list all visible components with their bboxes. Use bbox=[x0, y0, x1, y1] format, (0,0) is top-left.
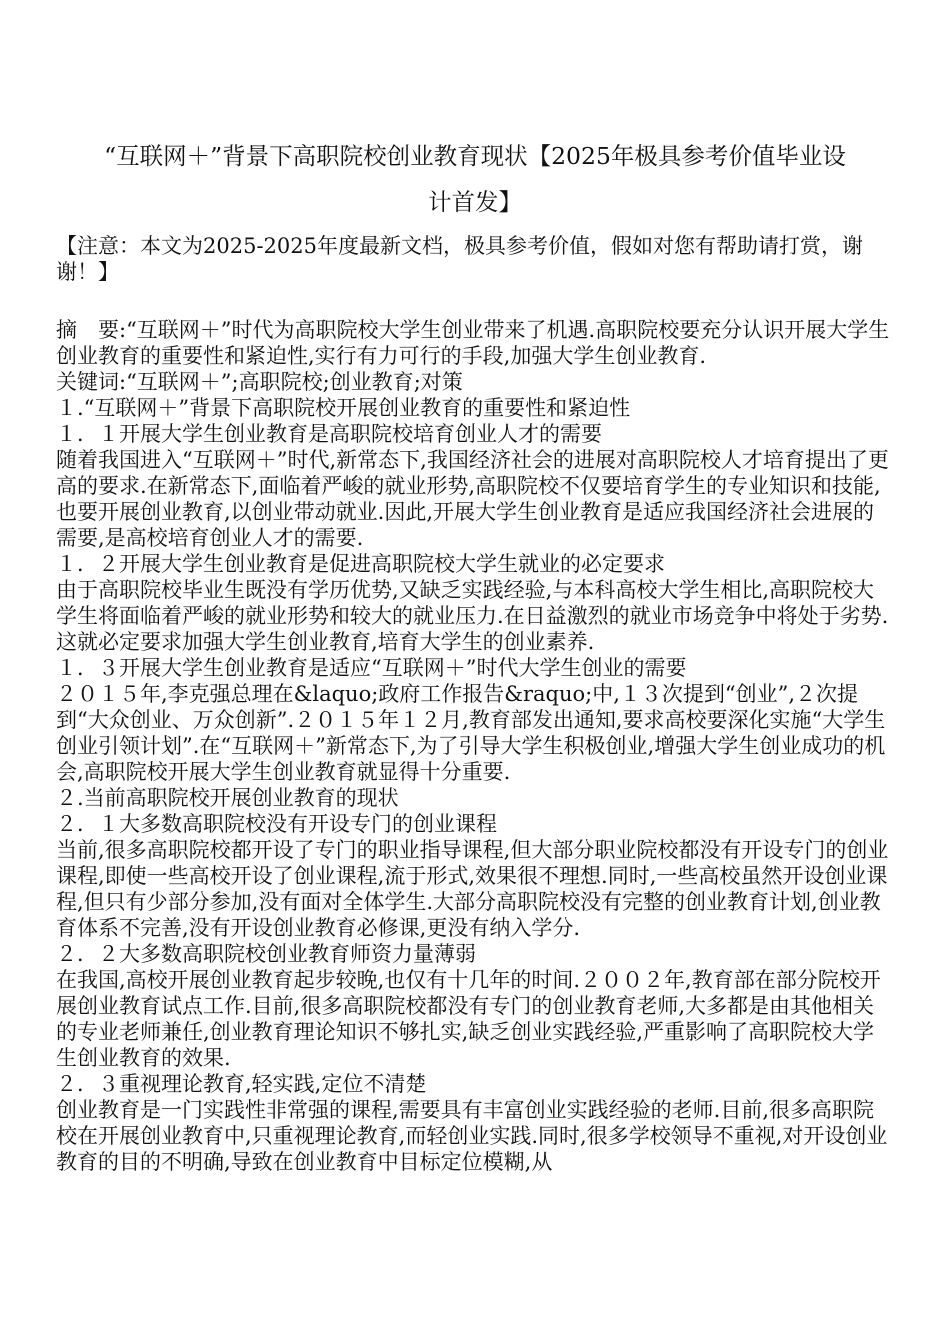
paragraph: １.“互联网＋”背景下高职院校开展创业教育的重要性和紧迫性 bbox=[56, 396, 631, 420]
paragraph: 关键词:“互联网＋”;高职院校;创业教育;对策 bbox=[56, 370, 463, 394]
paragraph: 摘 要:“互联网＋”时代为高职院校大学生创业带来了机遇.高职院校要充分认识开展大学生创业教育的重要性和紧迫性,实行有力可行的手段,加强大学生创业教育. bbox=[56, 318, 890, 368]
document-title: “互联网＋”背景下高职院校创业教育现状【2025年极具参考价值毕业设 计首发】 bbox=[104, 142, 846, 216]
document-body bbox=[56, 317, 894, 1175]
paragraph: １．１开展大学生创业教育是高职院校培育创业人才的需要 bbox=[56, 422, 602, 446]
paragraph: 当前,很多高职院校都开设了专门的职业指导课程,但大部分职业院校都没有开设专门的创业课程,即使一些高校开设了创业课程,流于形式,效果很不理想.同时,一些高校虽然开设创业课程,但只有少部分参加,没有面对全体学生.大部分高职院校没有完整的创业教育计划,创业教育体系不完善,没有开设创业教育必修课,更没有纳入学分. bbox=[56, 838, 889, 940]
paragraph: １．２开展大学生创业教育是促进高职院校大学生就业的必定要求 bbox=[56, 552, 665, 576]
paragraph: ２０１５年,李克强总理在&laquo;政府工作报告&raquo;中,１３次提到“创业”,２次提到“大众创业、万众创新”.２０１５年１２月,教育部发出通知,要求高校要深化实施“大学生创业引领计划”.在“互联网＋”新常态下,为了引导大学生积极创业,增强大学生创业成功的机会,高职院校开展大学生创业教育就显得十分重要. bbox=[56, 682, 886, 784]
document-notice: 【注意：本文为2025-2025年度最新文档，极具参考价值，假如对您有帮助请打赏，谢谢！】 bbox=[56, 234, 863, 284]
paragraph: ２．３重视理论教育,轻实践,定位不清楚 bbox=[56, 1072, 427, 1096]
paragraph: 随着我国进入“互联网＋”时代,新常态下,我国经济社会的进展对高职院校人才培育提出了更高的要求.在新常态下,面临着严峻的就业形势,高职院校不仅要培育学生的专业知识和技能,也要开展创业教育,以创业带动就业.因此,开展大学生创业教育是适应我国经济社会进展的需要,是高校培育创业人才的需要. bbox=[56, 448, 889, 550]
paragraph: ２．２大多数高职院校创业教育师资力量薄弱 bbox=[56, 942, 476, 966]
paragraph: 在我国,高校开展创业教育起步较晚,也仅有十几年的时间.２００２年,教育部在部分院校开展创业教育试点工作.目前,很多高职院校都没有专门的创业教育老师,大多都是由其他相关的专业老师兼任,创业教育理论知识不够扎实,缺乏创业实践经验,严重影响了高职院校大学生创业教育的效果. bbox=[56, 968, 881, 1070]
paragraph: ２．１大多数高职院校没有开设专门的创业课程 bbox=[56, 812, 497, 836]
paragraph: 由于高职院校毕业生既没有学历优势,又缺乏实践经验,与本科高校大学生相比,高职院校大学生将面临着严峻的就业形势和较大的就业压力.在日益激烈的就业市场竞争中将处于劣势.这就必定要求加强大学生创业教育,培育大学生的创业素养. bbox=[56, 578, 889, 654]
paragraph: 创业教育是一门实践性非常强的课程,需要具有丰富创业实践经验的老师.目前,很多高职院校在开展创业教育中,只重视理论教育,而轻创业实践.同时,很多学校领导不重视,对开设创业教育的目的不明确,导致在创业教育中目标定位模糊,从 bbox=[56, 1098, 888, 1174]
paragraph: １．３开展大学生创业教育是适应“互联网＋”时代大学生创业的需要 bbox=[56, 656, 687, 680]
paragraph: ２.当前高职院校开展创业教育的现状 bbox=[56, 786, 399, 810]
